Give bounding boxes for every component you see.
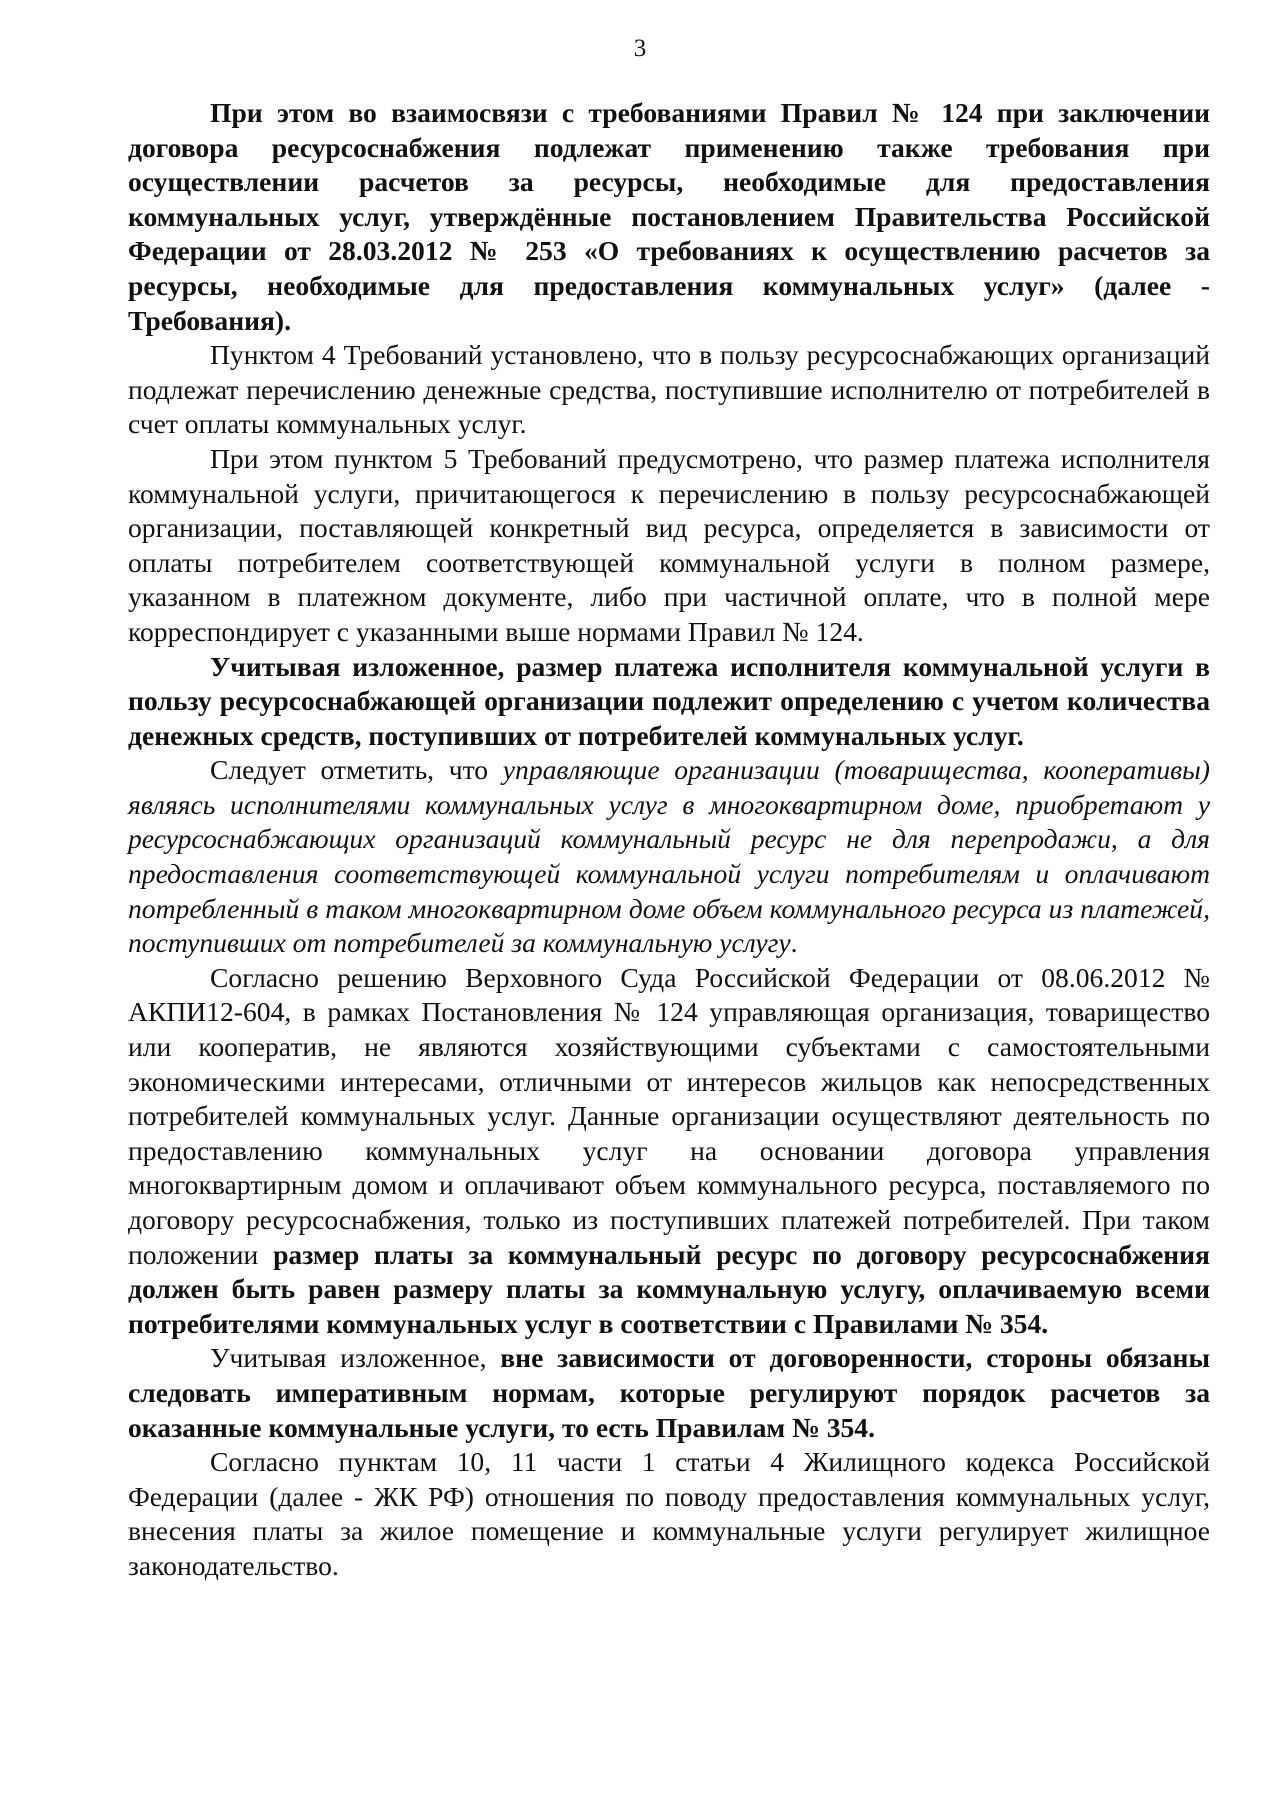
paragraph-6 xyxy=(128,961,1210,1342)
text-segment: Учитывая изложенное, xyxy=(210,1342,501,1374)
text-segment: Следует отметить, что xyxy=(210,754,503,786)
text-segment: При этом пунктом 5 Требований предусмотрено, что размер платежа исполнителя коммунальной услуги, причитающегося к перечислению в пользу ресурсоснабжающей организации, поставляющей конкретный вид ресурса, определяется в зависимости от оплаты потребителем соответствующей коммунальной услуги в полном размере, указанном в платежном документе, либо при частичной оплате, что в полной мере корреспондирует с указанными выше нормами Правил № 124. xyxy=(128,442,1210,647)
paragraph-3 xyxy=(128,442,1210,650)
italic-text-segment: управляющие организации (товарищества, кооперативы) являясь исполнителями коммунальных услуг в многоквартирном доме, приобретают у ресурсоснабжающих организаций коммунальный ресурс не для перепродажи, а для предоставления соответствующей коммунальной услуги потребителям и оплачивают потребленный в таком многоквартирном доме объем коммунального ресурса из платежей, поступивших от потребителей за коммунальную услугу xyxy=(128,754,1210,959)
text-segment: Согласно решению Верховного Суда Российской Федерации от 08.06.2012 № АКПИ12-604, в рамках Постановления № 124 управляющая организация, товарищество или кооператив, не являются хозяйствующими субъектами с самостоятельными экономическими интересами, отличными от интересов жильцов как непосредственных потребителей коммунальных услуг. Данные организации осуществляют деятельность по предоставлению коммунальных услуг на основании договора управления многоквартирным домом и оплачивают объем коммунального ресурса, поставляемого по договору ресурсоснабжения, только из поступивших платежей потребителей. При таком положении xyxy=(128,961,1210,1270)
paragraph-1 xyxy=(128,96,1210,338)
text-segment: При этом во взаимосвязи с требованиями Правил № 124 при заключении договора ресурсоснабжения подлежат применению также требования при осуществлении расчетов за ресурсы, необходимые для предоставления коммунальных услуг, утверждённые постановлением Правительства Российской Федерации от 28.03.2012 № 253 «О требованиях к осуществлению расчетов за ресурсы, необходимые для предоставления коммунальных услуг» (далее - Требования). xyxy=(128,97,1210,336)
text-segment: . xyxy=(790,927,798,959)
bold-text-segment: размер платы за коммунальный ресурс по договору ресурсоснабжения должен быть равен размеру платы за коммунальную услугу, оплачиваемую всеми потребителями коммунальных услуг в соответствии с Правилами № 354. xyxy=(128,1238,1210,1339)
page-number: 3 xyxy=(633,35,647,62)
bold-text-segment: вне зависимости от договоренности, стороны обязаны следовать императивным нормам, которые регулируют порядок расчетов за оказанные коммунальные услуги, то есть Правилам № 354. xyxy=(128,1342,1211,1443)
paragraph-8 xyxy=(128,1445,1210,1583)
text-segment: Согласно пунктам 10, 11 части 1 статьи 4 Жилищного кодекса Российской Федерации (далее - ЖК РФ) отношения по поводу предоставления коммунальных услуг, внесения платы за жилое помещение и коммунальные услуги регулирует жилищное законодательство. xyxy=(128,1446,1210,1581)
text-segment: Учитывая изложенное, размер платежа исполнителя коммунальной услуги в пользу ресурсоснабжающей организации подлежит определению с учетом количества денежных средств, поступивших от потребителей коммунальных услуг. xyxy=(128,650,1210,751)
text-segment: Пунктом 4 Требований установлено, что в пользу ресурсоснабжающих организаций подлежат перечислению денежные средства, поступившие исполнителю от потребителей в счет оплаты коммунальных услуг. xyxy=(128,339,1210,440)
paragraph-7 xyxy=(128,1341,1210,1445)
paragraph-2 xyxy=(128,338,1210,442)
document-body xyxy=(128,96,1210,1584)
paragraph-4 xyxy=(128,650,1210,754)
paragraph-5 xyxy=(128,753,1210,961)
